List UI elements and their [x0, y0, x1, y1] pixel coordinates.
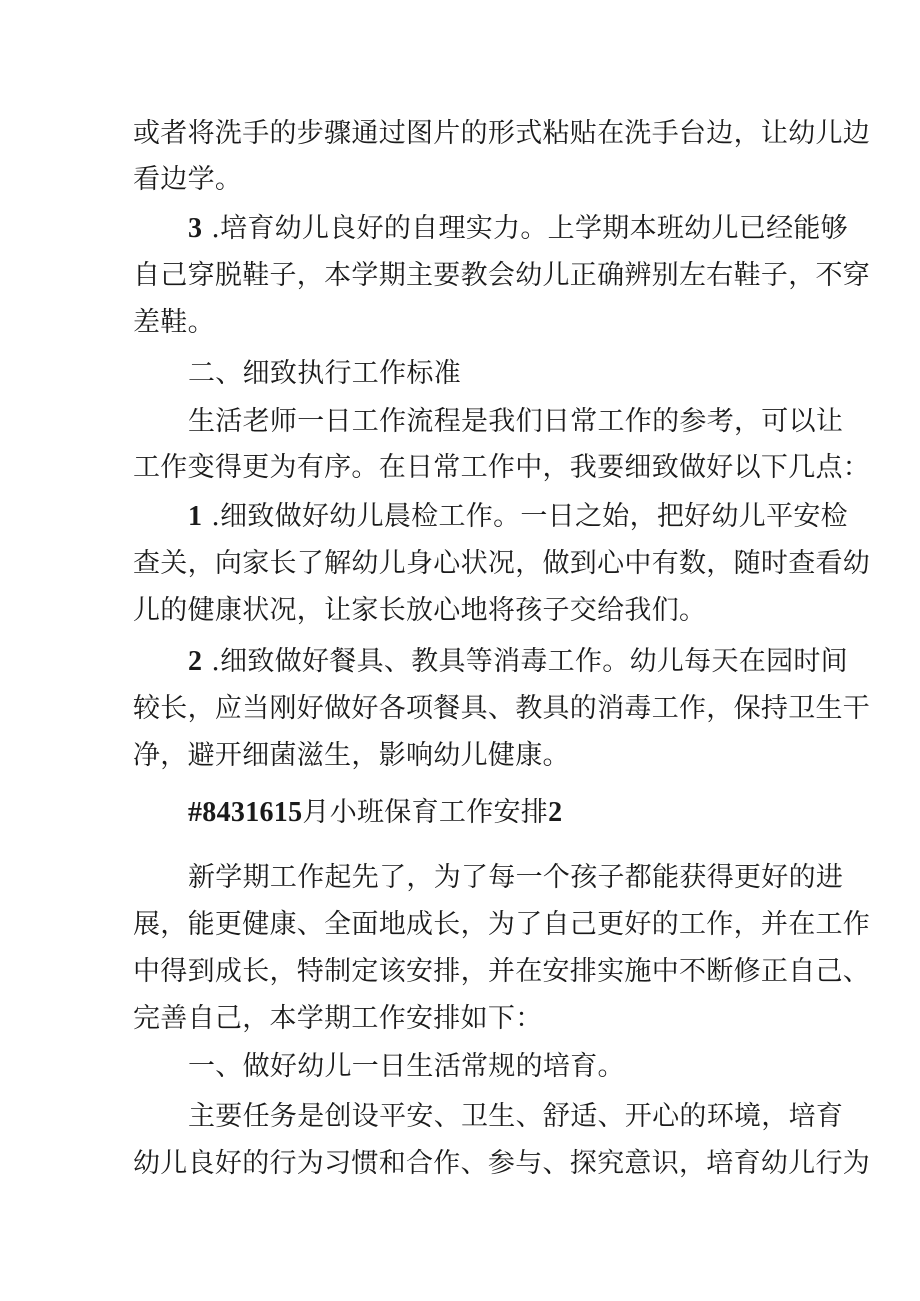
line-text: 展，能更健康、全面地成长，为了自己更好的工作，并在工作: [133, 909, 871, 940]
paragraph-line: [133, 451, 870, 485]
paragraph-line: [133, 594, 706, 628]
list-number: 3: [188, 213, 203, 244]
list-item-1: [188, 500, 848, 534]
list-number: 1: [188, 501, 203, 532]
line-text: 幼儿良好的行为习惯和合作、参与、探究意识，培育幼儿行为: [133, 1148, 871, 1179]
heading-number: 2: [548, 797, 563, 828]
line-text: 自己穿脱鞋子，本学期主要教会幼儿正确辨别左右鞋子，不穿: [133, 260, 871, 291]
line-text: .细致做好幼儿晨检工作。一日之始，把好幼儿平安检: [211, 501, 848, 532]
line-text: 差鞋。: [133, 307, 215, 338]
line-text: 新学期工作起先了，为了每一个孩子都能获得更好的进: [188, 862, 844, 893]
line-text: .培育幼儿良好的自理实力。上学期本班幼儿已经能够: [211, 213, 848, 244]
line-text: 主要任务是创设平安、卫生、舒适、开心的环境，培育: [188, 1101, 844, 1132]
paragraph-line: [133, 955, 870, 989]
paragraph-line: [133, 692, 870, 726]
list-item-2: [188, 645, 848, 679]
paragraph-line: [133, 1147, 870, 1181]
line-text: 完善自己，本学期工作安排如下：: [133, 1003, 543, 1034]
list-number: 2: [188, 646, 203, 677]
paragraph-line: [133, 306, 215, 340]
paragraph-line: [188, 1100, 843, 1134]
line-text: 较长，应当刚好做好各项餐具、教具的消毒工作，保持卫生干: [133, 693, 871, 724]
line-text: 一、做好幼儿一日生活常规的培育。: [188, 1051, 625, 1082]
paragraph-line: [133, 739, 570, 773]
paragraph-line: [133, 163, 242, 197]
line-text: .细致做好餐具、教具等消毒工作。幼儿每天在园时间: [211, 646, 848, 677]
line-text: 看边学。: [133, 164, 243, 195]
line-text: 工作变得更为有序。在日常工作中，我要细致做好以下几点：: [133, 452, 871, 483]
line-text: 查关，向家长了解幼儿身心状况，做到心中有数，随时查看幼: [133, 548, 871, 579]
section-heading: [188, 357, 461, 391]
list-item-3: [188, 212, 848, 246]
line-text: 或者将洗手的步骤通过图片的形式粘贴在洗手台边，让幼儿边: [133, 118, 871, 149]
paragraph-line: [188, 405, 843, 439]
section-heading: [188, 1050, 625, 1084]
paragraph-line: [133, 1002, 543, 1036]
paragraph-line: [133, 547, 870, 581]
paragraph-line: [133, 259, 870, 293]
document-heading: [188, 796, 562, 830]
paragraph-line: [133, 908, 870, 942]
paragraph-line: [188, 861, 843, 895]
line-text: 净，避开细菌滋生，影响幼儿健康。: [133, 740, 570, 771]
heading-text: 月小班保育工作安排: [302, 797, 549, 828]
line-text: 生活老师一日工作流程是我们日常工作的参考，可以让: [188, 406, 844, 437]
line-text: 二、细致执行工作标准: [188, 358, 461, 389]
line-text: 儿的健康状况，让家长放心地将孩子交给我们。: [133, 595, 707, 626]
paragraph-line: [133, 117, 870, 151]
heading-code: #8431615: [188, 797, 303, 828]
line-text: 中得到成长，特制定该安排，并在安排实施中不断修正自己、: [133, 956, 871, 987]
